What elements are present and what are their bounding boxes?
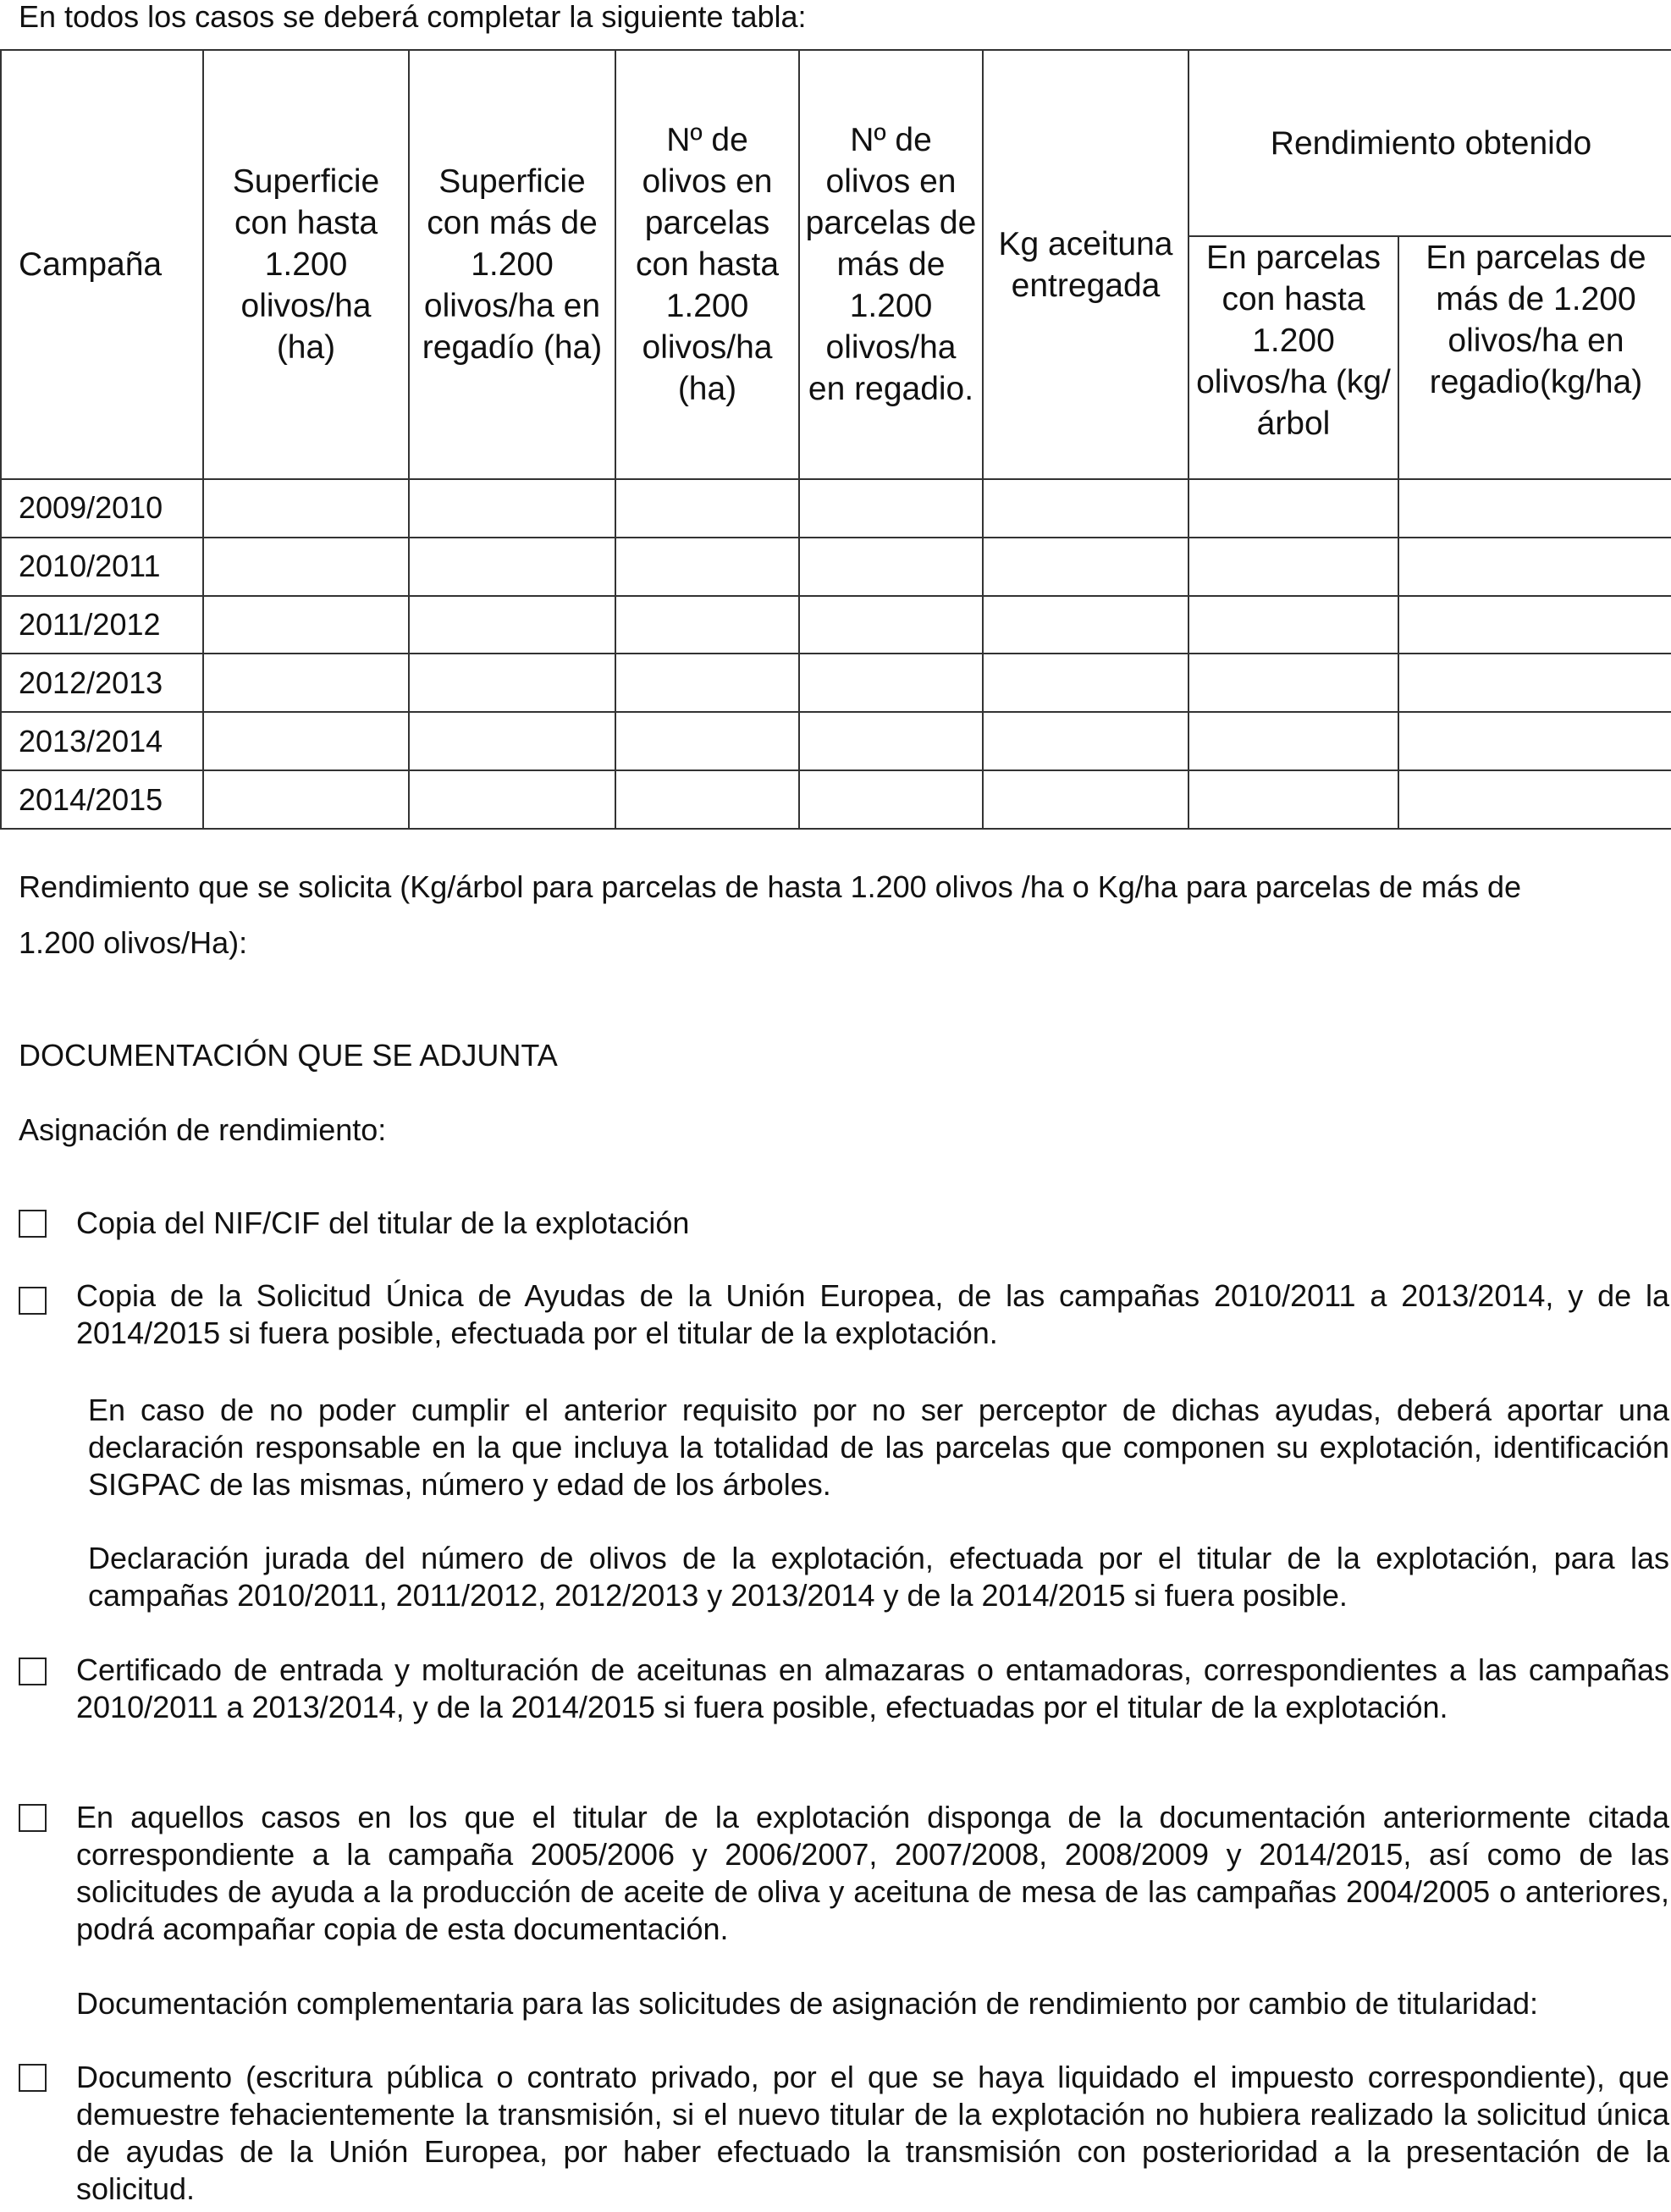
- row-campana: 2013/2014: [1, 712, 203, 770]
- header-rendimiento-hasta: En parcelas con hasta 1.200 olivos/ha (kg/árbol: [1188, 236, 1398, 479]
- table-cell[interactable]: [1398, 538, 1671, 596]
- table-cell[interactable]: [1188, 770, 1398, 829]
- table-cell[interactable]: [409, 538, 615, 596]
- table-cell[interactable]: [1398, 479, 1671, 538]
- table-cell[interactable]: [409, 712, 615, 770]
- table-row: [1, 479, 1671, 538]
- row-campana: 2009/2010: [1, 479, 203, 538]
- table-cell[interactable]: [799, 538, 983, 596]
- table-cell[interactable]: [983, 596, 1188, 654]
- header-kg-aceituna: Kg aceituna entregada: [983, 50, 1188, 479]
- table-cell[interactable]: [1398, 654, 1671, 712]
- table-row: [1, 538, 1671, 596]
- table-cell[interactable]: [615, 770, 799, 829]
- header-olivos-mas: Nº de olivos en parcelas de más de 1.200 olivos/ha en regadio.: [799, 50, 983, 479]
- table-cell[interactable]: [1398, 770, 1671, 829]
- table-cell[interactable]: [983, 770, 1188, 829]
- table-cell[interactable]: [615, 538, 799, 596]
- row-campana: 2012/2013: [1, 654, 203, 712]
- documentation-heading: DOCUMENTACIÓN QUE SE ADJUNTA: [19, 1038, 558, 1073]
- table-cell[interactable]: [1188, 479, 1398, 538]
- table-cell[interactable]: [615, 596, 799, 654]
- item-caso-no-poder: En caso de no poder cumplir el anterior requisito por no ser perceptor de dichas ayudas, deberá aportar una declaración responsable en la que incluya la totalidad de las parcelas que componen su explotación, identificación SIGPAC de las mismas, número y edad de los árboles.: [88, 1393, 1669, 1502]
- row-campana: 2014/2015: [1, 770, 203, 829]
- item-declaracion-jurada: Declaración jurada del número de olivos de la explotación, efectuada por el titular de la explotación, para las campañas 2010/2011, 2011/2012, 2012/2013 y 2013/2014 y de la 2014/2015 si fuera posible.: [88, 1541, 1669, 1613]
- intro-text: En todos los casos se deberá completar la siguiente tabla:: [19, 0, 807, 34]
- item-certificado: Certificado de entrada y molturación de aceitunas en almazaras o entamadoras, correspondientes a las campañas 2010/2011 a 2013/2014, y de la 2014/2015 si fuera posible, efectuadas por el titular de la explotación.: [76, 1652, 1669, 1724]
- asignacion-heading: Asignación de rendimiento:: [19, 1112, 387, 1147]
- table-cell[interactable]: [799, 770, 983, 829]
- table-cell[interactable]: [1398, 596, 1671, 654]
- item-solicitud-unica: Copia de la Solicitud Única de Ayudas de la Unión Europea, de las campañas 2010/2011 a 2013/2014, y de la 2014/2015 si fuera posible, efectuada por el titular de la explotación.: [76, 1278, 1669, 1350]
- checkbox-nif[interactable]: [19, 1210, 47, 1238]
- table-row: [1, 712, 1671, 770]
- table-row: [1, 770, 1671, 829]
- table-cell[interactable]: [983, 654, 1188, 712]
- header-rendimiento-obtenido: Rendimiento obtenido: [1188, 50, 1671, 236]
- header-rendimiento-mas: En parcelas de más de 1.200 olivos/ha en regadio(kg/ha): [1398, 236, 1671, 479]
- checkbox-solicitud-unica[interactable]: [19, 1287, 47, 1315]
- table-row: [1, 654, 1671, 712]
- checkbox-documento[interactable]: [19, 2064, 47, 2092]
- table-cell[interactable]: [1188, 712, 1398, 770]
- table-cell[interactable]: [799, 712, 983, 770]
- table-cell[interactable]: [409, 654, 615, 712]
- table-cell[interactable]: [203, 596, 409, 654]
- table-cell[interactable]: [1188, 596, 1398, 654]
- table-cell[interactable]: [799, 479, 983, 538]
- table-cell[interactable]: [983, 479, 1188, 538]
- table-cell[interactable]: [1188, 654, 1398, 712]
- table-cell[interactable]: [203, 538, 409, 596]
- table-cell[interactable]: [799, 596, 983, 654]
- item-nif: Copia del NIF/CIF del titular de la explotación: [76, 1205, 690, 1240]
- table-cell[interactable]: [983, 712, 1188, 770]
- yield-table: [0, 49, 1671, 830]
- header-olivos-hasta: Nº de olivos en parcelas con hasta 1.200 olivos/ha (ha): [615, 50, 799, 479]
- row-campana: 2011/2012: [1, 596, 203, 654]
- table-cell[interactable]: [203, 712, 409, 770]
- table-cell[interactable]: [409, 596, 615, 654]
- rendimiento-solicita-line1: Rendimiento que se solicita (Kg/árbol para parcelas de hasta 1.200 olivos /ha o Kg/ha para parcelas de más de: [19, 869, 1522, 904]
- table-cell[interactable]: [203, 654, 409, 712]
- table-cell[interactable]: [615, 712, 799, 770]
- item-documentacion-complementaria: Documentación complementaria para las solicitudes de asignación de rendimiento por cambio de titularidad:: [76, 1986, 1538, 2021]
- header-campana: Campaña: [1, 50, 203, 479]
- table-cell[interactable]: [983, 538, 1188, 596]
- rendimiento-solicita-line2: 1.200 olivos/Ha):: [19, 925, 248, 960]
- table-cell[interactable]: [1398, 712, 1671, 770]
- table-cell[interactable]: [615, 479, 799, 538]
- item-aquellos-casos: En aquellos casos en los que el titular de la explotación disponga de la documentación anteriormente citada correspondiente a la campaña 2005/2006 y 2006/2007, 2007/2008, 2008/2009 y 2014/2015, así como de las solicitudes de ayuda a la producción de aceite de oliva y aceituna de mesa de las campañas 2004/2005 o anteriores, podrá acompañar copia de esta documentación.: [76, 1800, 1669, 1946]
- table-cell[interactable]: [203, 770, 409, 829]
- checkbox-certificado[interactable]: [19, 1658, 47, 1685]
- item-documento: Documento (escritura pública o contrato privado, por el que se haya liquidado el impuesto correspondiente), que demuestre fehacientemente la transmisión, si el nuevo titular de la explotación no hubiera realizado la solicitud única de ayudas de la Unión Europea, por haber efectuado la transmisión con posterioridad a la presentación de la solicitud.: [76, 2060, 1669, 2206]
- table-cell[interactable]: [409, 770, 615, 829]
- row-campana: 2010/2011: [1, 538, 203, 596]
- header-superficie-mas: Superficie con más de 1.200 olivos/ha en regadío (ha): [409, 50, 615, 479]
- table-row: [1, 596, 1671, 654]
- checkbox-aquellos-casos[interactable]: [19, 1804, 47, 1832]
- table-cell[interactable]: [615, 654, 799, 712]
- table-cell[interactable]: [799, 654, 983, 712]
- header-superficie-hasta: Superficie con hasta 1.200 olivos/ha (ha): [203, 50, 409, 479]
- table-cell[interactable]: [409, 479, 615, 538]
- table-cell[interactable]: [1188, 538, 1398, 596]
- table-cell[interactable]: [203, 479, 409, 538]
